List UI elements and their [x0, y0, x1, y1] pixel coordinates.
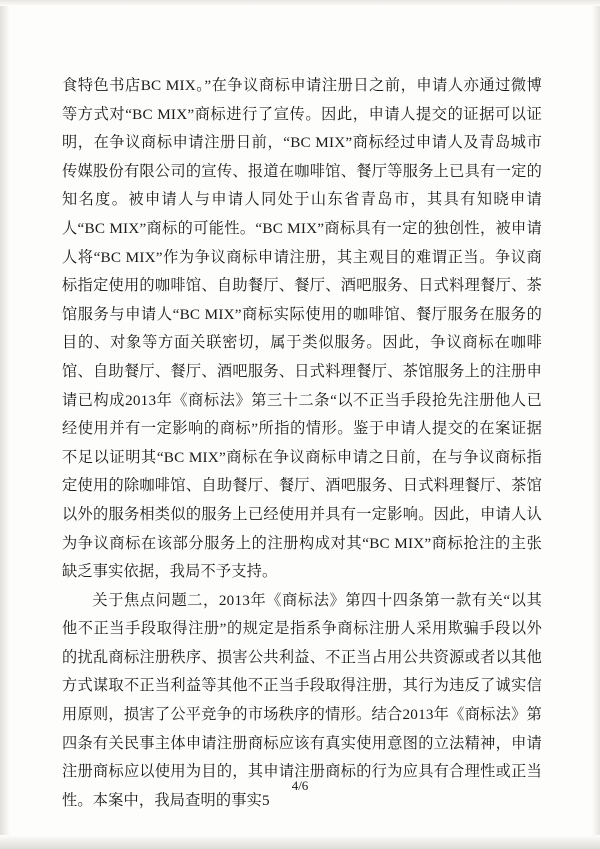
- paragraph-2: 关于焦点问题二，2013年《商标法》第四十四条第一款有关“以其他不正当手段取得注册”的规定是指系争商标注册人采用欺骗手段以外的扰乱商标注册秩序、损害公共利益、不正当占用公共资源或者以其他方式谋取不正当利益等其他不正当手段取得注册，其行为违反了诚实信用原则，损害了公平竞争的市场秩序的情形。结合2013年《商标法》第四条有关民事主体申请注册商标应该有真实使用意图的立法精神，申请注册商标应以使用为目的，其申请注册商标的行为应具有合理性或正当性。本案中，我局查明的事实5: [62, 591, 542, 809]
- scan-edge-left: [0, 0, 10, 849]
- scan-edge-top: [0, 0, 600, 6]
- scan-edge-right: [592, 0, 600, 849]
- document-body: [62, 72, 542, 815]
- scan-edge-bottom: [0, 835, 600, 849]
- page-number: 4/6: [291, 778, 309, 793]
- paragraph-1: 食特色书店BC MIX。”在争议商标申请注册日之前，申请人亦通过微博等方式对“BC MIX”商标进行了宣传。因此，申请人提交的证据可以证明，在争议商标申请注册日前，“BC MIX”商标经过申请人及青岛城市传媒股份有限公司的宣传、报道在咖啡馆、餐厅等服务上已具有一定的知名度。被申请人与申请人同处于山东省青岛市，其具有知晓申请人“BC MIX”商标的可能性。“BC MIX”商标具有一定的独创性，被申请人将“BC MIX”作为争议商标申请注册，其主观目的难谓正当。争议商标指定使用的咖啡馆、自助餐厅、餐厅、酒吧服务、日式料理餐厅、茶馆服务与申请人“BC MIX”商标实际使用的咖啡馆、餐厅服务在服务的目的、对象等方面关联密切，属于类似服务。因此，争议商标在咖啡馆、自助餐厅、餐厅、酒吧服务、日式料理餐厅、茶馆服务上的注册申请已构成2013年《商标法》第三十二条“以不正当手段抢先注册他人已经使用并有一定影响的商标”所指的情形。鉴于申请人提交的在案证据不足以证明其“BC MIX”商标在争议商标申请之日前，在与争议商标指定使用的除咖啡馆、自助餐厅、餐厅、酒吧服务、日式料理餐厅、茶馆以外的服务相类似的服务上已经使用并具有一定影响。因此，申请人认为争议商标在该部分服务上的注册构成对其“BC MIX”商标抢注的主张缺乏事实依据，我局不予支持。: [62, 77, 542, 581]
